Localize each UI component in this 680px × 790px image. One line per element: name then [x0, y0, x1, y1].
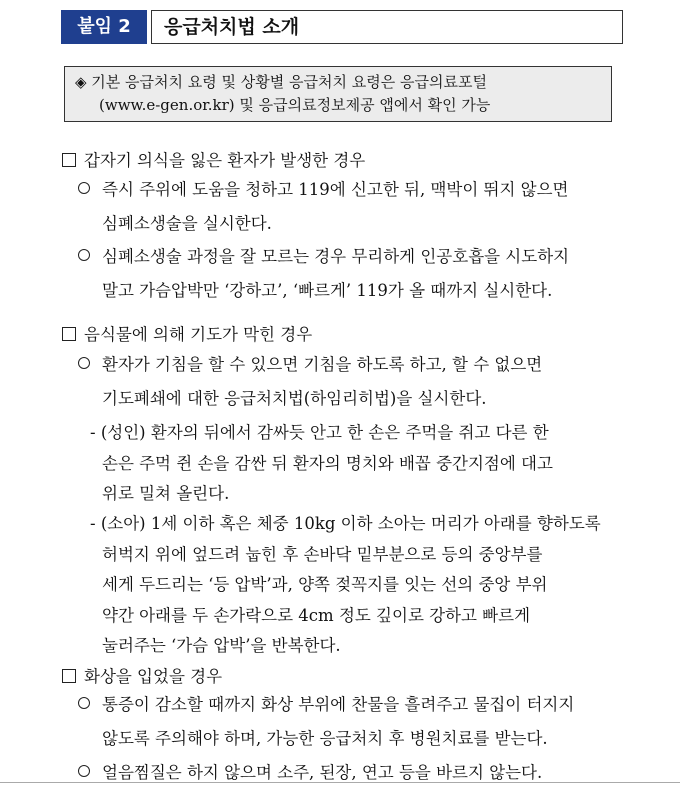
- bullet-circle-icon: [78, 182, 90, 194]
- bullet-circle-icon: [78, 765, 90, 777]
- sub-line: 손은 주먹 쥔 손을 감싼 뒤 환자의 명치와 배꼽 중간지점에 대고: [102, 453, 553, 473]
- item-text: 심폐소생술 과정을 잘 모르는 경우 무리하게 인공호흡을 시도하지: [102, 247, 570, 266]
- item-line: [78, 756, 542, 790]
- item-text: 얼음찜질은 하지 않으며 소주, 된장, 연고 등을 바르지 않는다.: [102, 763, 543, 782]
- bullet-circle-icon: [78, 697, 90, 709]
- checkbox-square-icon: [62, 669, 76, 683]
- list-item: [78, 756, 542, 790]
- sub-line: 허벅지 위에 엎드려 눕힌 후 손바닥 밑부분으로 등의 중앙부를: [102, 544, 543, 564]
- sub-line: 눌러주는 ‘가슴 압박’을 반복한다.: [102, 636, 341, 655]
- page-bottom-rule: [0, 782, 680, 783]
- sub-line: - (성인) 환자의 뒤에서 감싸듯 안고 한 손은 주먹을 쥐고 다른 한: [90, 423, 549, 442]
- section-heading-text: 화상을 입었을 경우: [84, 667, 223, 686]
- section-heading-unconscious: [62, 147, 365, 171]
- section-heading-choking: [62, 321, 312, 345]
- sub-line: 약간 아래를 두 손가락으로 4cm 정도 깊이로 강하고 빠르게: [102, 605, 531, 625]
- sub-line: 세게 두드리는 ‘등 압박’과, 양쪽 젖꼭지를 잇는 선의 중앙 부위: [102, 575, 548, 594]
- notice-line-1: ◈ 기본 응급처치 요령 및 상황별 응급처치 요령은 응급의료포털: [75, 73, 487, 91]
- item-line-cont: 않도록 주의해야 하며, 가능한 응급처치 후 병원치료를 받는다.: [102, 729, 548, 748]
- item-line-cont: 말고 가슴압박만 ‘강하고’, ‘빠르게’ 119가 올 때까지 실시한다.: [102, 281, 553, 300]
- page-title: 응급처치법 소개: [151, 10, 623, 44]
- item-line: [78, 348, 542, 382]
- attachment-tag: 붙임 2: [61, 10, 147, 44]
- section-heading-burn: [62, 663, 222, 687]
- item-text: 통증이 감소할 때까지 화상 부위에 찬물을 흘려주고 물집이 터지지: [102, 695, 575, 714]
- item-line: [78, 688, 574, 722]
- sub-line: 위로 밀쳐 올린다.: [102, 484, 230, 503]
- item-text: 환자가 기침을 할 수 있으면 기침을 하도록 하고, 할 수 없으면: [102, 355, 543, 374]
- notice-line-2: (www.e-gen.or.kr) 및 응급의료정보제공 앱에서 확인 가능: [99, 96, 491, 114]
- list-item: [78, 688, 574, 756]
- item-line-cont: 기도폐쇄에 대한 응급처치법(하임리히법)을 실시한다.: [102, 389, 487, 408]
- notice-box: [64, 66, 612, 122]
- checkbox-square-icon: [62, 153, 76, 167]
- sub-item-infant: [90, 509, 601, 662]
- item-text: 즉시 주위에 도움을 청하고 119에 신고한 뒤, 맥박이 뛰지 않으면: [102, 180, 569, 199]
- list-item: [78, 240, 569, 308]
- section-heading-text: 갑자기 의식을 잃은 환자가 발생한 경우: [84, 151, 366, 170]
- checkbox-square-icon: [62, 327, 76, 341]
- sub-line: - (소아) 1세 이하 혹은 체중 10kg 이하 소아는 머리가 아래를 향하도록: [90, 514, 601, 533]
- bullet-circle-icon: [78, 357, 90, 369]
- item-line-cont: 심폐소생술을 실시한다.: [102, 214, 272, 233]
- list-item: [78, 173, 568, 241]
- bullet-circle-icon: [78, 249, 90, 261]
- item-line: [78, 173, 568, 207]
- item-line: [78, 240, 569, 274]
- sub-item-adult: [90, 418, 553, 510]
- section-heading-text: 음식물에 의해 기도가 막힌 경우: [84, 325, 313, 344]
- list-item: [78, 348, 542, 416]
